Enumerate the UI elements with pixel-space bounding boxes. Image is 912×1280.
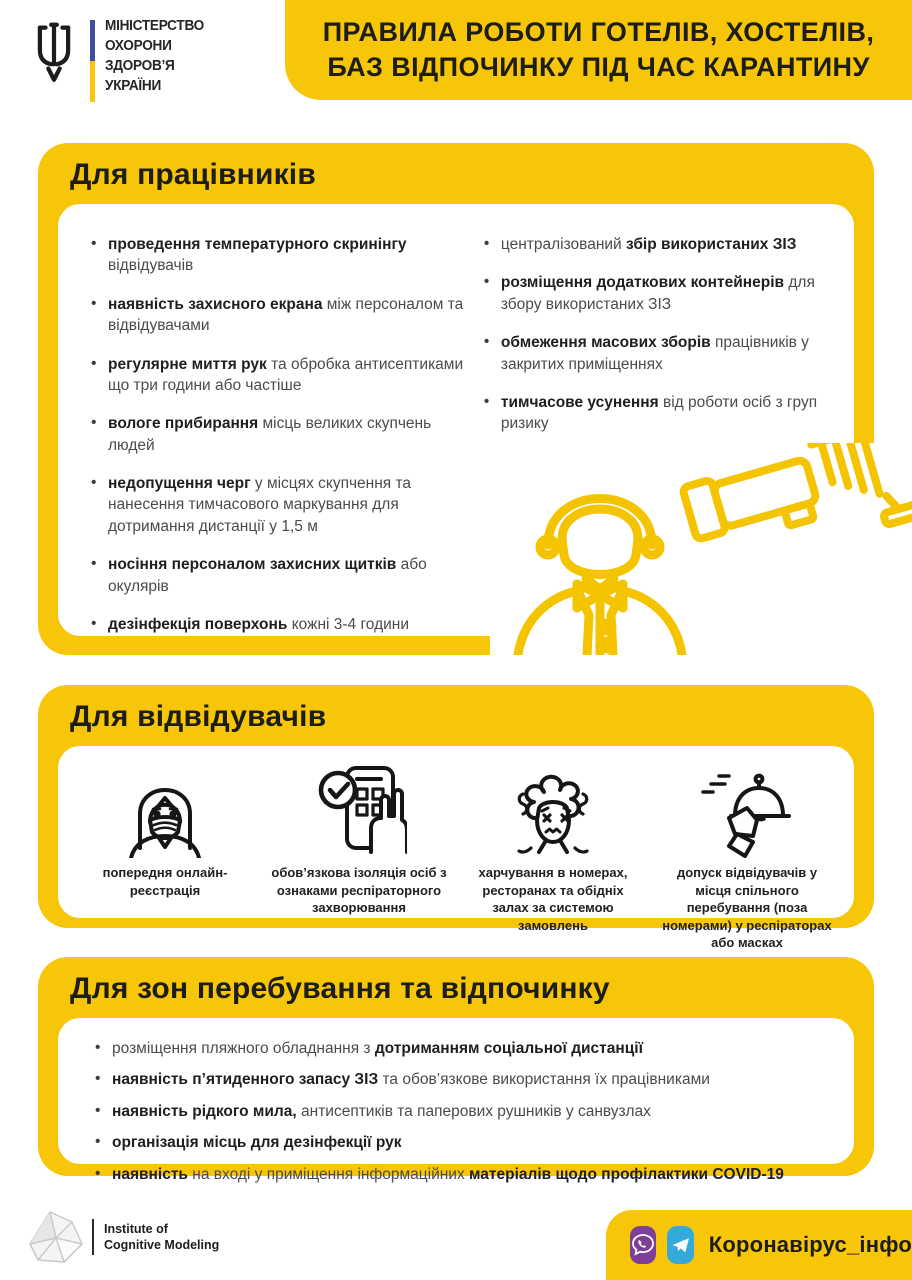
list-item: • розміщення додаткових контейнерів для збору використаних ЗІЗ xyxy=(477,272,828,315)
paper-logo-icon xyxy=(22,1206,88,1268)
workers-left-list xyxy=(84,234,471,635)
phone-checkin-icon xyxy=(311,762,407,858)
visitor-caption: обов’язкова ізоляція осіб з ознаками респіраторного захворювання xyxy=(271,865,447,916)
list-item: • носіння персоналом захисних щитків або окулярів xyxy=(84,554,471,597)
list-item: • розміщення пляжного обладнання з дотриманням соціальної дистанції xyxy=(88,1038,828,1060)
ministry-logo xyxy=(30,12,210,102)
section-zones xyxy=(38,957,874,1183)
poster-title xyxy=(285,0,912,100)
social-channel-banner xyxy=(606,1210,912,1280)
list-item: • організація місць для дезінфекції рук xyxy=(88,1132,828,1154)
bellhop-illustration xyxy=(490,443,912,655)
visitor-caption: харчування в номерах, ресторанах та обідніх залах за системою замовлень xyxy=(478,865,628,933)
telegram-icon xyxy=(667,1226,693,1264)
list-item: • вологе прибирання місць великих скупчень людей xyxy=(84,413,471,456)
list-item: • проведення температурного скринінгу відвідувачів xyxy=(84,234,471,277)
list-item: • наявність рідкого мила, антисептиків та паперових рушників у санвузлах xyxy=(88,1101,828,1123)
list-item: • тимчасове усунення від роботи осіб з груп ризику xyxy=(477,392,828,435)
zones-list xyxy=(88,1038,828,1186)
visitor-caption: попередня онлайн-реєстрація xyxy=(102,865,228,898)
workers-right-list xyxy=(477,234,828,435)
flag-bar xyxy=(90,20,95,102)
list-item: • наявність на вході у приміщення інформаційних матеріалів щодо профілактики COVID-19 xyxy=(88,1164,828,1186)
masked-woman-icon xyxy=(117,762,213,858)
list-item: • недопущення черг у місцях скупчення та нанесення тимчасового маркування для дотримання дистанції у 1,5 м xyxy=(84,473,471,537)
list-item: • наявність п’ятиденного запасу ЗІЗ та обов’язкове використання їх працівниками xyxy=(88,1069,828,1091)
viber-icon xyxy=(630,1226,656,1264)
illustration-cutout xyxy=(490,443,912,655)
room-service-icon xyxy=(699,762,795,858)
visitor-caption: допуск відвідувачів у місця спільного перебування (поза номерами) у респіраторах або масках xyxy=(662,865,832,951)
section-visitors-panel xyxy=(58,746,854,951)
visitor-item-mask-access xyxy=(650,762,844,951)
visitor-item-isolation xyxy=(262,762,456,918)
list-item: • регулярне миття рук та обробка антисептиками що три години або частіше xyxy=(84,354,471,397)
social-channel-name: Коронавірус_інфо xyxy=(708,1232,912,1257)
section-workers xyxy=(38,143,874,655)
institute-logo xyxy=(22,1206,219,1268)
section-visitors xyxy=(38,685,874,951)
sick-person-icon xyxy=(505,762,601,858)
ministry-name: МІНІСТЕРСТВО ОХОРОНИ ЗДОРОВ’Я УКРАЇНИ xyxy=(105,18,205,94)
title-line-2: БАЗ ВІДПОЧИНКУ ПІД ЧАС КАРАНТИНУ xyxy=(327,52,870,82)
list-item: • обмеження масових зборів працівників у закритих приміщеннях xyxy=(477,332,828,375)
visitor-item-registration xyxy=(68,762,262,918)
institute-name: Institute of Cognitive Modeling xyxy=(104,1222,220,1252)
divider xyxy=(92,1219,94,1255)
coat-of-arms-icon xyxy=(30,18,78,88)
section-visitors-heading: Для відвідувачів xyxy=(70,700,327,733)
title-line-1: ПРАВИЛА РОБОТИ ГОТЕЛІВ, ХОСТЕЛІВ, xyxy=(322,17,875,47)
list-item: • дезінфекція поверхонь кожні 3-4 години xyxy=(84,614,471,635)
visitor-item-room-dining xyxy=(456,762,650,933)
list-item: • наявність захисного екрана між персоналом та відвідувачами xyxy=(84,294,471,337)
section-zones-panel xyxy=(58,1018,854,1183)
list-item: • централізований збір використаних ЗІЗ xyxy=(477,234,828,255)
section-workers-heading: Для працівників xyxy=(70,158,316,191)
section-zones-heading: Для зон перебування та відпочинку xyxy=(70,972,610,1005)
